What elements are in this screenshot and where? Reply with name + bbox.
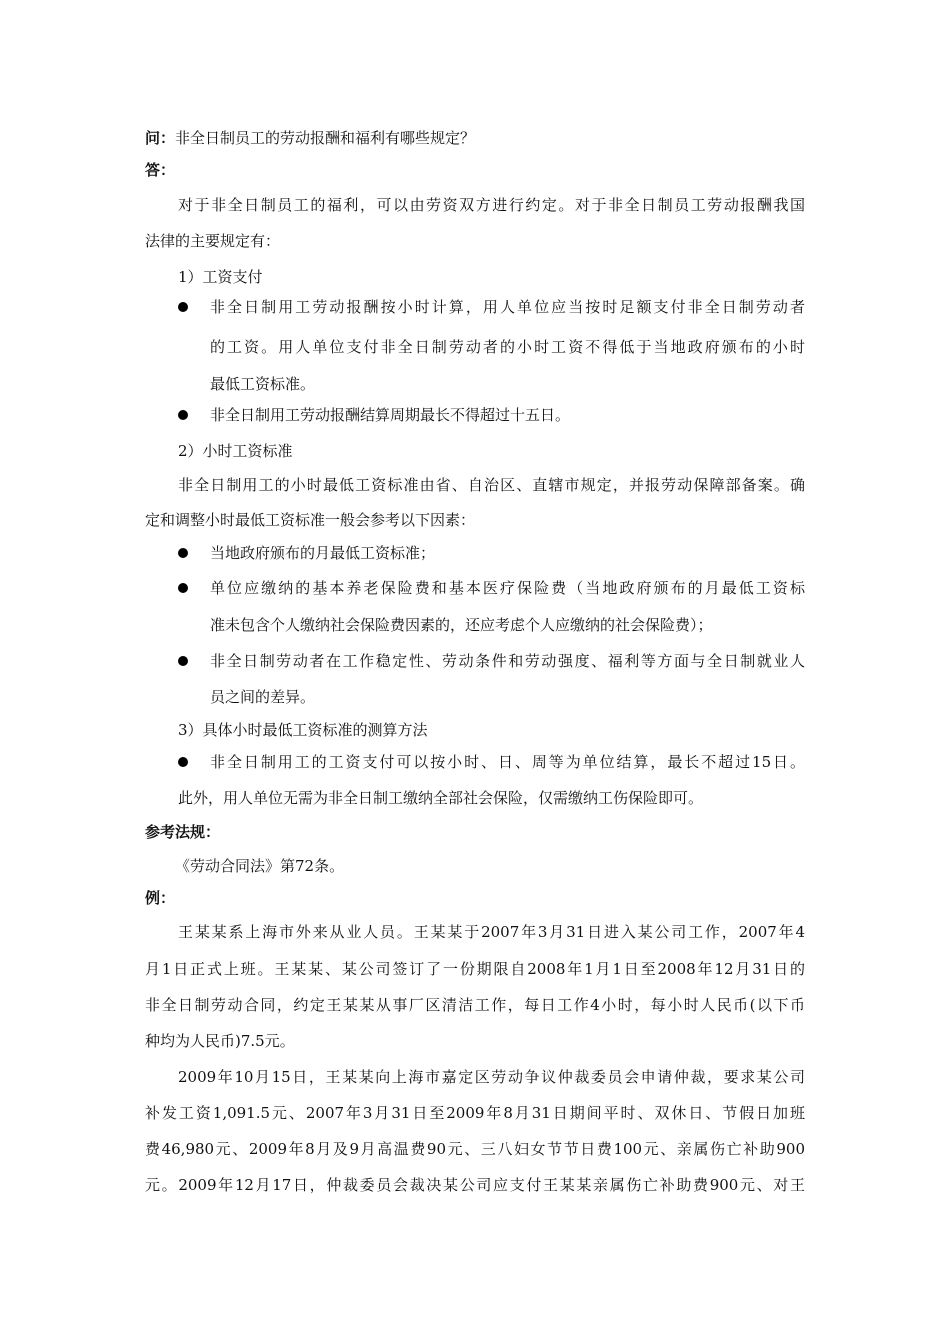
intro-line-1: 对于非全日制员工的福利，可以由劳资双方进行约定。对于非全日制员工劳动报酬我国 bbox=[178, 196, 805, 214]
s1-bullet-1-line-3: 最低工资标准。 bbox=[210, 375, 316, 393]
answer-label: 答： bbox=[145, 161, 176, 179]
bullet-icon bbox=[178, 410, 188, 420]
bullet-icon bbox=[178, 757, 188, 767]
reference-label: 参考法规： bbox=[145, 823, 221, 841]
section-2-heading: 2）小时工资标准 bbox=[178, 442, 293, 460]
example-p1-line-4: 种均为人民币)7.5元。 bbox=[145, 1032, 295, 1050]
answer-closing: 此外，用人单位无需为非全日制工缴纳全部社会保险，仅需缴纳工伤保险即可。 bbox=[178, 789, 704, 807]
bullet-icon bbox=[178, 302, 188, 312]
intro-line-2: 法律的主要规定有： bbox=[145, 232, 281, 250]
s2-bullet-3-line-2: 员之间的差异。 bbox=[210, 688, 316, 706]
s2-bullet-1: 当地政府颁布的月最低工资标准； bbox=[210, 544, 436, 562]
example-p1-line-3: 非全日制劳动合同，约定王某某从事厂区清洁工作，每日工作4小时，每小时人民币(以下币 bbox=[145, 996, 805, 1014]
example-p1-line-2: 月1日正式上班。王某某、某公司签订了一份期限自2008年1月1日至2008年12月31日的 bbox=[145, 960, 805, 978]
section-1-heading: 1）工资支付 bbox=[178, 268, 263, 286]
question-line bbox=[145, 128, 475, 148]
example-p2-line-3: 费46,980元、2009年8月及9月高温费90元、三八妇女节节日费100元、亲属伤亡补助900 bbox=[145, 1140, 805, 1158]
s3-bullet-1: 非全日制用工的工资支付可以按小时、日、周等为单位结算，最长不超过15日。 bbox=[210, 753, 805, 771]
s2-para-line-1: 非全日制用工的小时最低工资标准由省、自治区、直辖市规定，并报劳动保障部备案。确 bbox=[178, 476, 805, 494]
bullet-icon bbox=[178, 656, 188, 666]
s2-bullet-2-line-1: 单位应缴纳的基本养老保险费和基本医疗保险费（当地政府颁布的月最低工资标 bbox=[210, 579, 805, 597]
example-p2-line-2: 补发工资1,091.5元、2007年3月31日至2009年8月31日期间平时、双休日、节假日加班 bbox=[145, 1104, 805, 1122]
s2-para-line-2: 定和调整小时最低工资标准一般会参考以下因素： bbox=[145, 511, 476, 529]
example-label: 例： bbox=[145, 889, 176, 907]
section-3-heading: 3）具体小时最低工资标准的测算方法 bbox=[178, 721, 428, 739]
question-label: 问： bbox=[145, 129, 176, 147]
question-text: 非全日制员工的劳动报酬和福利有哪些规定？ bbox=[175, 129, 476, 147]
example-p1-line-1: 王某某系上海市外来从业人员。王某某于2007年3月31日进入某公司工作，2007年4 bbox=[178, 923, 805, 941]
reference-text: 《劳动合同法》第72条。 bbox=[175, 857, 345, 875]
s1-bullet-2: 非全日制用工劳动报酬结算周期最长不得超过十五日。 bbox=[210, 406, 571, 424]
s1-bullet-1-line-2: 的工资。用人单位支付非全日制劳动者的小时工资不得低于当地政府颁布的小时 bbox=[210, 338, 805, 356]
s1-bullet-1-line-1: 非全日制用工劳动报酬按小时计算，用人单位应当按时足额支付非全日制劳动者 bbox=[210, 298, 805, 316]
example-p2-line-1: 2009年10月15日，王某某向上海市嘉定区劳动争议仲裁委员会申请仲裁，要求某公司 bbox=[178, 1068, 805, 1086]
bullet-icon bbox=[178, 583, 188, 593]
example-p2-line-4: 元。2009年12月17日，仲裁委员会裁决某公司应支付王某某亲属伤亡补助费900元、对王 bbox=[145, 1176, 805, 1194]
s2-bullet-2-line-2: 准未包含个人缴纳社会保险费因素的，还应考虑个人应缴纳的社会保险费）； bbox=[210, 616, 713, 634]
s2-bullet-3-line-1: 非全日制劳动者在工作稳定性、劳动条件和劳动强度、福利等方面与全日制就业人 bbox=[210, 652, 805, 670]
bullet-icon bbox=[178, 548, 188, 558]
